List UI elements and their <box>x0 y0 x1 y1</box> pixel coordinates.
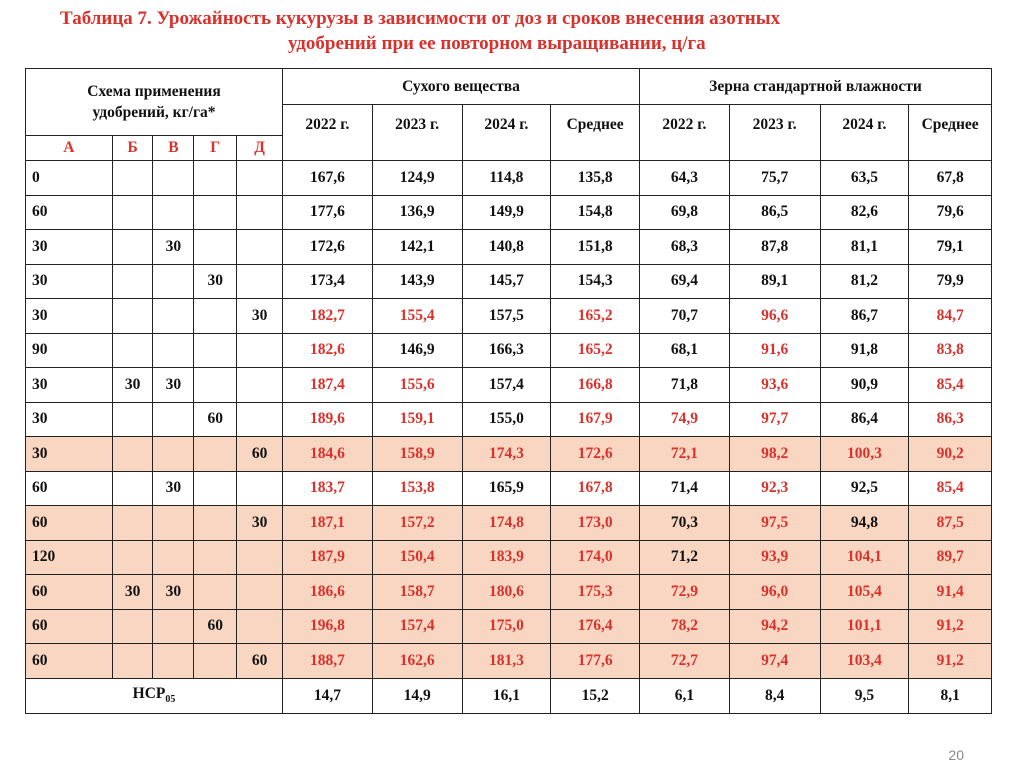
table-row <box>26 368 992 403</box>
dry-matter-cell: 153,8 <box>372 471 462 506</box>
dry-matter-cell: 151,8 <box>551 230 640 265</box>
scheme-cell <box>194 195 237 230</box>
grain-cell: 98,2 <box>729 437 820 472</box>
grain-cell: 86,4 <box>820 402 909 437</box>
scheme-cell <box>237 471 283 506</box>
scheme-cell <box>194 368 237 403</box>
dry-matter-cell: 188,7 <box>283 644 373 679</box>
dry-matter-cell: 182,7 <box>283 299 373 334</box>
scheme-cell <box>194 437 237 472</box>
page-title <box>60 6 990 56</box>
scheme-cell: 60 <box>194 402 237 437</box>
table-row <box>26 195 992 230</box>
dry-matter-cell: 135,8 <box>551 161 640 196</box>
dry-matter-cell: 149,9 <box>462 195 551 230</box>
dry-matter-cell: 140,8 <box>462 230 551 265</box>
dry-matter-cell: 154,8 <box>551 195 640 230</box>
grain-cell: 64,3 <box>640 161 730 196</box>
grain-cell: 86,7 <box>820 299 909 334</box>
ncp-value: 8,4 <box>729 678 820 713</box>
dry-matter-cell: 177,6 <box>551 644 640 679</box>
grain-cell: 81,1 <box>820 230 909 265</box>
scheme-cell <box>237 195 283 230</box>
scheme-col-header: Б <box>112 136 153 161</box>
grain-cell: 69,4 <box>640 264 730 299</box>
dry-matter-cell: 157,2 <box>372 506 462 541</box>
dry-matter-cell: 187,9 <box>283 540 373 575</box>
scheme-cell <box>194 230 237 265</box>
scheme-cell: 30 <box>26 264 113 299</box>
grain-cell: 71,8 <box>640 368 730 403</box>
scheme-cell <box>112 402 153 437</box>
scheme-cell: 60 <box>26 609 113 644</box>
scheme-cell <box>112 299 153 334</box>
scheme-cell: 60 <box>237 437 283 472</box>
dry-matter-cell: 186,6 <box>283 575 373 610</box>
grain-cell: 91,2 <box>909 644 992 679</box>
scheme-cell <box>194 471 237 506</box>
dry-matter-cell: 187,1 <box>283 506 373 541</box>
dry-matter-cell: 166,8 <box>551 368 640 403</box>
ncp-value: 14,9 <box>372 678 462 713</box>
dry-matter-cell: 165,2 <box>551 299 640 334</box>
scheme-cell <box>112 506 153 541</box>
scheme-cell <box>112 644 153 679</box>
grain-cell: 71,2 <box>640 540 730 575</box>
scheme-cell: 60 <box>26 506 113 541</box>
grain-cell: 87,8 <box>729 230 820 265</box>
scheme-cell <box>153 437 194 472</box>
scheme-cell: 60 <box>26 195 113 230</box>
dry-matter-cell: 167,9 <box>551 402 640 437</box>
dry-matter-cell: 155,4 <box>372 299 462 334</box>
scheme-col-header: Д <box>237 136 283 161</box>
dry-matter-cell: 162,6 <box>372 644 462 679</box>
grain-cell: 79,1 <box>909 230 992 265</box>
grain-cell: 67,8 <box>909 161 992 196</box>
grain-cell: 89,1 <box>729 264 820 299</box>
scheme-cell <box>194 644 237 679</box>
grain-cell: 84,7 <box>909 299 992 334</box>
ncp-value: 6,1 <box>640 678 730 713</box>
scheme-cell <box>237 402 283 437</box>
dry-matter-cell: 175,0 <box>462 609 551 644</box>
grain-cell: 96,6 <box>729 299 820 334</box>
table-row <box>26 299 992 334</box>
scheme-cell <box>153 264 194 299</box>
scheme-cell: 60 <box>237 644 283 679</box>
average-header: Среднее <box>551 105 640 161</box>
scheme-col-header: В <box>153 136 194 161</box>
scheme-cell <box>153 540 194 575</box>
dry-matter-cell: 155,6 <box>372 368 462 403</box>
scheme-cell: 60 <box>26 644 113 679</box>
scheme-cell: 30 <box>26 230 113 265</box>
grain-cell: 72,1 <box>640 437 730 472</box>
table-row <box>26 230 992 265</box>
scheme-col-header: А <box>26 136 113 161</box>
grain-cell: 91,6 <box>729 333 820 368</box>
table-body <box>26 161 992 679</box>
scheme-cell <box>153 506 194 541</box>
year-header: 2022 г. <box>283 105 373 161</box>
title-line-2: удобрений при ее повторном выращивании, ц/га <box>288 33 706 54</box>
scheme-cell <box>112 195 153 230</box>
scheme-cell <box>153 402 194 437</box>
scheme-cell <box>237 264 283 299</box>
dry-matter-cell: 172,6 <box>551 437 640 472</box>
table-row <box>26 609 992 644</box>
dry-matter-cell: 154,3 <box>551 264 640 299</box>
dry-matter-cell: 174,0 <box>551 540 640 575</box>
grain-cell: 75,7 <box>729 161 820 196</box>
page-number: 20 <box>948 747 964 763</box>
scheme-cell: 30 <box>26 402 113 437</box>
table-row <box>26 575 992 610</box>
scheme-cell: 30 <box>194 264 237 299</box>
scheme-cell: 30 <box>26 368 113 403</box>
scheme-cell <box>194 161 237 196</box>
dry-matter-cell: 184,6 <box>283 437 373 472</box>
average-header: Среднее <box>909 105 992 161</box>
scheme-cell: 30 <box>237 506 283 541</box>
scheme-cell: 60 <box>26 575 113 610</box>
grain-cell: 94,2 <box>729 609 820 644</box>
scheme-cell <box>194 299 237 334</box>
grain-cell: 91,2 <box>909 609 992 644</box>
scheme-cell: 30 <box>26 299 113 334</box>
dry-matter-cell: 155,0 <box>462 402 551 437</box>
dry-matter-cell: 136,9 <box>372 195 462 230</box>
grain-cell: 72,9 <box>640 575 730 610</box>
scheme-cell <box>153 609 194 644</box>
scheme-cell: 60 <box>194 609 237 644</box>
scheme-cell <box>237 609 283 644</box>
grain-cell: 97,7 <box>729 402 820 437</box>
dry-matter-cell: 183,7 <box>283 471 373 506</box>
dry-matter-cell: 172,6 <box>283 230 373 265</box>
table-row <box>26 264 992 299</box>
grain-cell: 90,9 <box>820 368 909 403</box>
table-row <box>26 540 992 575</box>
ncp-label-text: НСР <box>132 685 166 703</box>
grain-cell: 86,5 <box>729 195 820 230</box>
scheme-cell: 30 <box>237 299 283 334</box>
scheme-cell: 30 <box>112 575 153 610</box>
dry-matter-cell: 182,6 <box>283 333 373 368</box>
scheme-cell <box>153 644 194 679</box>
dry-matter-cell: 157,4 <box>372 609 462 644</box>
table-row <box>26 471 992 506</box>
year-header: 2024 г. <box>462 105 551 161</box>
dry-matter-cell: 142,1 <box>372 230 462 265</box>
dry-matter-cell: 167,6 <box>283 161 373 196</box>
dry-matter-cell: 166,3 <box>462 333 551 368</box>
grain-cell: 105,4 <box>820 575 909 610</box>
ncp-label <box>26 678 283 713</box>
scheme-cell <box>194 540 237 575</box>
ncp-value: 9,5 <box>820 678 909 713</box>
table-row <box>26 333 992 368</box>
dry-matter-cell: 180,6 <box>462 575 551 610</box>
dry-matter-cell: 165,9 <box>462 471 551 506</box>
dry-matter-cell: 165,2 <box>551 333 640 368</box>
dry-matter-cell: 146,9 <box>372 333 462 368</box>
dry-matter-cell: 173,4 <box>283 264 373 299</box>
dry-matter-cell: 173,0 <box>551 506 640 541</box>
grain-cell: 70,7 <box>640 299 730 334</box>
grain-cell: 81,2 <box>820 264 909 299</box>
grain-cell: 91,4 <box>909 575 992 610</box>
scheme-cell <box>112 609 153 644</box>
scheme-cell <box>237 368 283 403</box>
grain-cell: 101,1 <box>820 609 909 644</box>
scheme-col-header: Г <box>194 136 237 161</box>
grain-cell: 87,5 <box>909 506 992 541</box>
grain-cell: 94,8 <box>820 506 909 541</box>
year-header: 2023 г. <box>372 105 462 161</box>
grain-cell: 91,8 <box>820 333 909 368</box>
scheme-cell <box>112 471 153 506</box>
scheme-cell <box>194 333 237 368</box>
scheme-cell <box>237 161 283 196</box>
dry-matter-cell: 175,3 <box>551 575 640 610</box>
scheme-cell: 120 <box>26 540 113 575</box>
grain-cell: 72,7 <box>640 644 730 679</box>
dry-matter-cell: 150,4 <box>372 540 462 575</box>
ncp-value: 8,1 <box>909 678 992 713</box>
scheme-cell: 30 <box>153 230 194 265</box>
scheme-cell: 30 <box>153 471 194 506</box>
dry-matter-cell: 159,1 <box>372 402 462 437</box>
grain-cell: 96,0 <box>729 575 820 610</box>
scheme-cell <box>237 333 283 368</box>
grain-cell: 92,5 <box>820 471 909 506</box>
grain-cell: 85,4 <box>909 471 992 506</box>
table-row <box>26 161 992 196</box>
grain-cell: 82,6 <box>820 195 909 230</box>
dry-matter-cell: 196,8 <box>283 609 373 644</box>
scheme-cell <box>112 264 153 299</box>
grain-cell: 90,2 <box>909 437 992 472</box>
grain-cell: 89,7 <box>909 540 992 575</box>
scheme-cell: 90 <box>26 333 113 368</box>
scheme-cell <box>112 540 153 575</box>
scheme-cell <box>153 195 194 230</box>
dry-matter-cell: 189,6 <box>283 402 373 437</box>
ncp-value: 14,7 <box>283 678 373 713</box>
title-line-1: Таблица 7. Урожайность кукурузы в зависимости от доз и сроков внесения азотных <box>60 8 781 29</box>
year-header: 2023 г. <box>729 105 820 161</box>
scheme-cell <box>194 506 237 541</box>
grain-cell: 93,6 <box>729 368 820 403</box>
grain-cell: 83,8 <box>909 333 992 368</box>
dry-matter-cell: 183,9 <box>462 540 551 575</box>
dry-matter-cell: 174,8 <box>462 506 551 541</box>
scheme-cell <box>153 299 194 334</box>
scheme-cell <box>237 575 283 610</box>
grain-cell: 93,9 <box>729 540 820 575</box>
grain-cell: 86,3 <box>909 402 992 437</box>
dry-matter-cell: 167,8 <box>551 471 640 506</box>
table-row <box>26 506 992 541</box>
grain-cell: 103,4 <box>820 644 909 679</box>
dry-matter-cell: 177,6 <box>283 195 373 230</box>
ncp-value: 15,2 <box>551 678 640 713</box>
grain-cell: 100,3 <box>820 437 909 472</box>
scheme-cell <box>194 575 237 610</box>
table-row <box>26 644 992 679</box>
dry-matter-cell: 114,8 <box>462 161 551 196</box>
dry-matter-cell: 124,9 <box>372 161 462 196</box>
grain-cell: 79,9 <box>909 264 992 299</box>
scheme-cell: 60 <box>26 471 113 506</box>
scheme-cell <box>112 437 153 472</box>
dry-matter-cell: 187,4 <box>283 368 373 403</box>
grain-cell: 97,5 <box>729 506 820 541</box>
year-header: 2022 г. <box>640 105 730 161</box>
table-row <box>26 437 992 472</box>
grain-cell: 92,3 <box>729 471 820 506</box>
scheme-cell <box>237 230 283 265</box>
grain-cell: 74,9 <box>640 402 730 437</box>
ncp-value: 16,1 <box>462 678 551 713</box>
scheme-cell: 30 <box>153 368 194 403</box>
grain-cell: 79,6 <box>909 195 992 230</box>
scheme-header: Схема применения удобрений, кг/га* <box>26 69 283 136</box>
year-header: 2024 г. <box>820 105 909 161</box>
grain-cell: 63,5 <box>820 161 909 196</box>
scheme-cell <box>112 161 153 196</box>
dry-matter-cell: 181,3 <box>462 644 551 679</box>
dry-matter-cell: 158,9 <box>372 437 462 472</box>
dry-matter-cell: 158,7 <box>372 575 462 610</box>
dry-matter-cell: 157,5 <box>462 299 551 334</box>
scheme-cell: 30 <box>153 575 194 610</box>
dry-matter-cell: 157,4 <box>462 368 551 403</box>
dry-matter-cell: 176,4 <box>551 609 640 644</box>
scheme-cell <box>112 230 153 265</box>
grain-header: Зерна стандартной влажности <box>640 69 992 105</box>
grain-cell: 70,3 <box>640 506 730 541</box>
dry-matter-header: Сухого вещества <box>283 69 640 105</box>
ncp-subscript: 05 <box>165 694 176 706</box>
grain-cell: 97,4 <box>729 644 820 679</box>
yield-table <box>25 68 992 714</box>
grain-cell: 68,3 <box>640 230 730 265</box>
grain-cell: 68,1 <box>640 333 730 368</box>
grain-cell: 69,8 <box>640 195 730 230</box>
table-row <box>26 402 992 437</box>
grain-cell: 78,2 <box>640 609 730 644</box>
scheme-cell: 30 <box>26 437 113 472</box>
ncp-row <box>26 678 992 713</box>
dry-matter-cell: 174,3 <box>462 437 551 472</box>
scheme-cell: 0 <box>26 161 113 196</box>
scheme-cell <box>153 161 194 196</box>
grain-cell: 71,4 <box>640 471 730 506</box>
scheme-cell <box>237 540 283 575</box>
dry-matter-cell: 143,9 <box>372 264 462 299</box>
dry-matter-cell: 145,7 <box>462 264 551 299</box>
scheme-cell: 30 <box>112 368 153 403</box>
scheme-cell <box>112 333 153 368</box>
scheme-cell <box>153 333 194 368</box>
grain-cell: 104,1 <box>820 540 909 575</box>
grain-cell: 85,4 <box>909 368 992 403</box>
